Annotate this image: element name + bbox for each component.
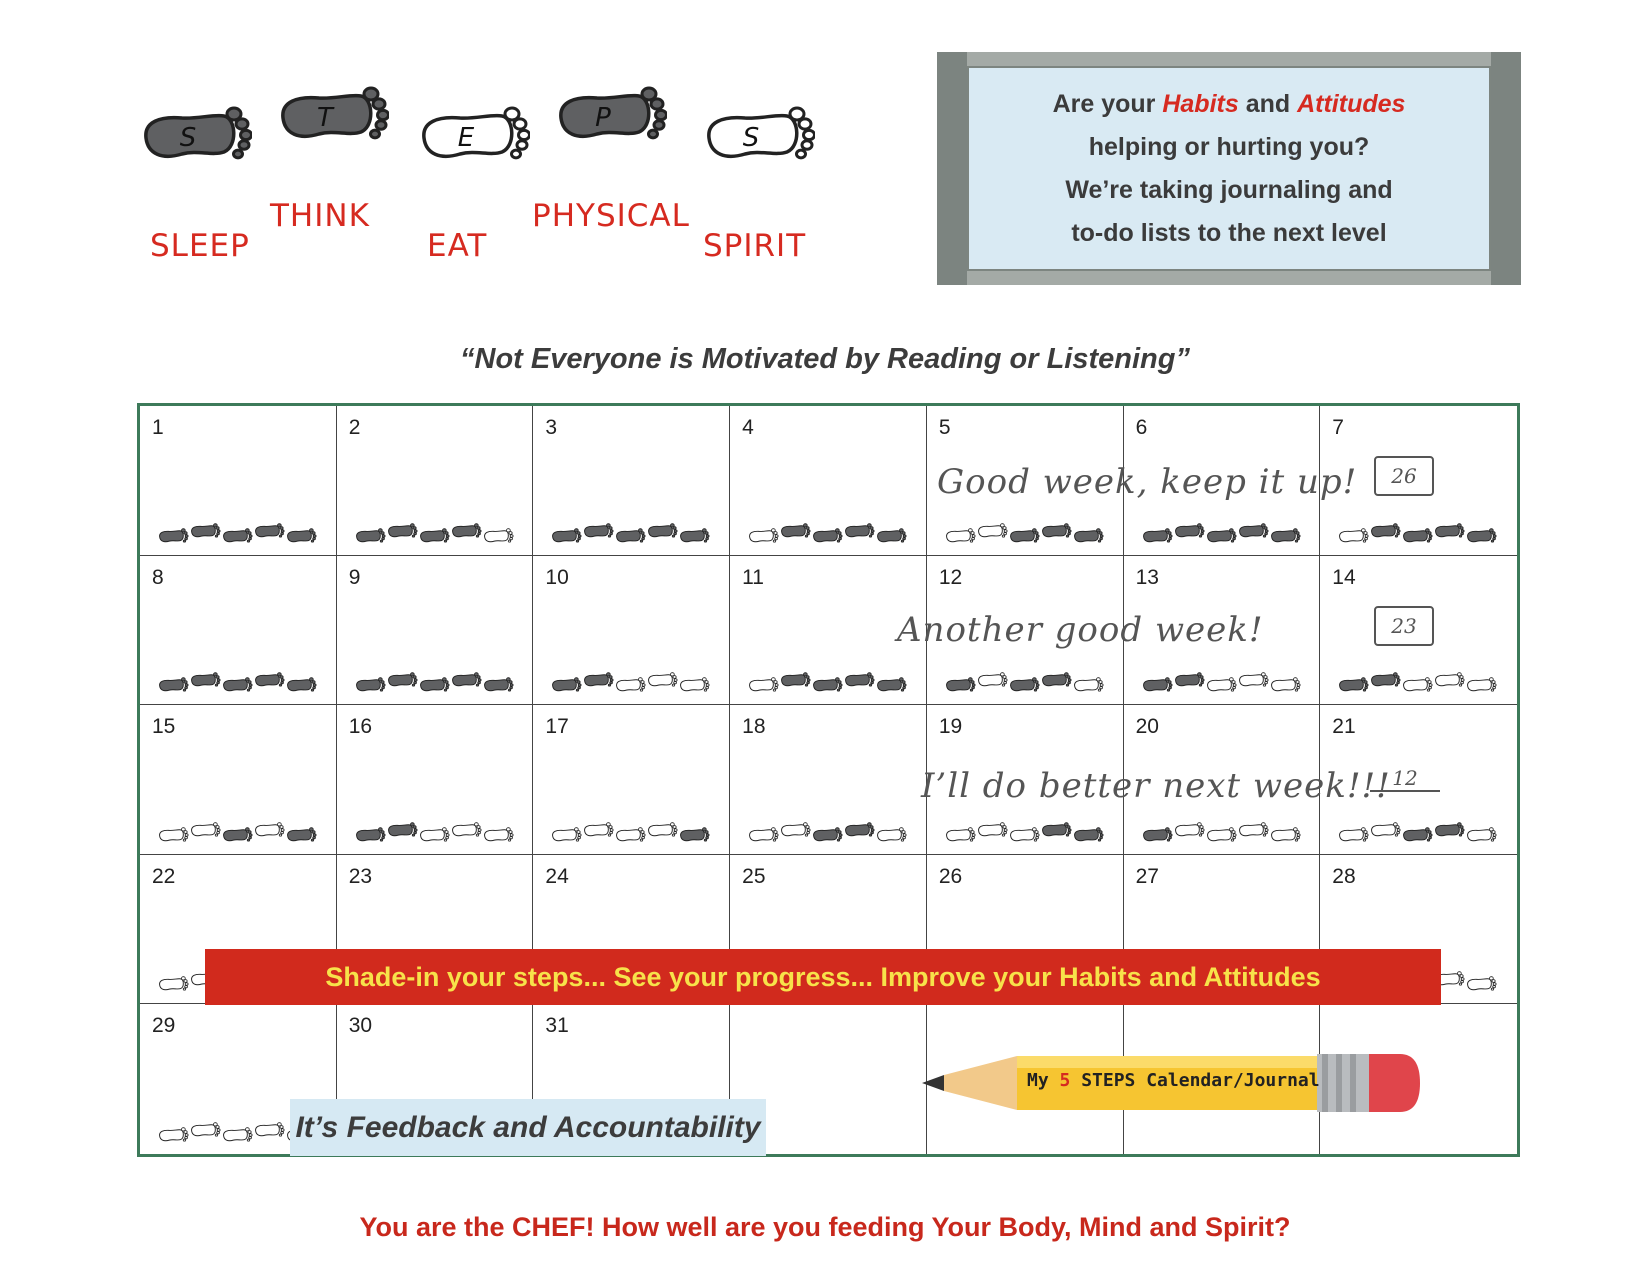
day-number: 27 bbox=[1135, 864, 1159, 888]
svg-text:E: E bbox=[457, 123, 475, 153]
day-number: 29 bbox=[152, 1014, 176, 1038]
step-feet-icon[interactable] bbox=[945, 521, 1110, 545]
weekly-score-1: 26 bbox=[1374, 456, 1434, 496]
step-feet-icon[interactable] bbox=[158, 820, 323, 844]
day-number: 1 bbox=[152, 416, 164, 439]
day-number: 13 bbox=[1135, 565, 1159, 589]
svg-text:S: S bbox=[742, 123, 760, 153]
info-frame bbox=[937, 52, 1521, 285]
note-week-1: Good week, keep it up! bbox=[937, 462, 1358, 502]
step-feet-icon[interactable] bbox=[355, 820, 520, 844]
progress-banner: Shade-in your steps... See your progress... Improve your Habits and Attitudes bbox=[205, 949, 1441, 1005]
eat-foot-icon bbox=[418, 98, 530, 170]
info-line-3: We’re taking journaling and bbox=[1065, 175, 1393, 204]
step-feet-icon[interactable] bbox=[1142, 521, 1307, 545]
day-number: 23 bbox=[348, 864, 373, 888]
step-word-physical: PHYSICAL bbox=[532, 198, 690, 234]
calendar-cell[interactable] bbox=[337, 705, 534, 855]
calendar-cell[interactable] bbox=[140, 705, 337, 855]
step-word-sleep: SLEEP bbox=[150, 228, 250, 264]
step-feet-icon[interactable] bbox=[355, 521, 520, 545]
svg-text:S: S bbox=[179, 123, 197, 153]
step-feet-icon[interactable] bbox=[551, 521, 716, 545]
quote-heading: “Not Everyone is Motivated by Reading or Listening” bbox=[460, 343, 1190, 375]
info-line-2: helping or hurting you? bbox=[1088, 132, 1370, 161]
calendar-cell[interactable] bbox=[533, 556, 730, 706]
day-number: 16 bbox=[348, 715, 373, 739]
info-line-1: Are your Habits and Attitudes bbox=[1052, 89, 1406, 118]
day-number: 11 bbox=[742, 565, 764, 589]
step-feet-icon[interactable] bbox=[1142, 820, 1307, 844]
day-number: 25 bbox=[742, 864, 766, 888]
calendar-cell[interactable] bbox=[533, 406, 730, 556]
weekly-score-2: 23 bbox=[1374, 606, 1434, 646]
day-number: 20 bbox=[1135, 715, 1159, 739]
step-feet-icon[interactable] bbox=[1338, 670, 1503, 694]
day-number: 2 bbox=[348, 416, 361, 439]
calendar-cell[interactable] bbox=[140, 406, 337, 556]
spirit-foot-icon bbox=[703, 98, 815, 170]
day-number: 24 bbox=[545, 864, 569, 888]
calendar-cell[interactable] bbox=[337, 406, 534, 556]
calendar-cell[interactable] bbox=[730, 705, 927, 855]
day-number: 10 bbox=[545, 565, 569, 589]
day-number: 18 bbox=[742, 715, 766, 739]
step-feet-icon[interactable] bbox=[748, 670, 913, 694]
svg-text:P: P bbox=[595, 103, 611, 133]
day-number: 3 bbox=[545, 416, 558, 439]
day-number: 17 bbox=[545, 715, 569, 739]
step-feet-icon[interactable] bbox=[945, 670, 1110, 694]
calendar-cell[interactable] bbox=[730, 406, 927, 556]
step-feet-icon[interactable] bbox=[355, 670, 520, 694]
day-number: 30 bbox=[348, 1014, 373, 1038]
calendar-cell[interactable] bbox=[337, 556, 534, 706]
step-feet-icon[interactable] bbox=[1338, 521, 1503, 545]
note-week-3: I’ll do better next week!!! bbox=[921, 766, 1391, 806]
day-number: 5 bbox=[938, 416, 951, 439]
feedback-label: It’s Feedback and Accountability bbox=[290, 1099, 766, 1156]
step-word-eat: EAT bbox=[427, 228, 488, 264]
step-feet-icon[interactable] bbox=[748, 521, 913, 545]
calendar-cell[interactable] bbox=[140, 556, 337, 706]
day-number: 19 bbox=[938, 715, 963, 739]
step-feet-icon[interactable] bbox=[1338, 820, 1503, 844]
day-number: 8 bbox=[152, 565, 164, 589]
step-feet-icon[interactable] bbox=[551, 670, 716, 694]
day-number: 26 bbox=[938, 864, 963, 888]
day-number: 7 bbox=[1332, 416, 1344, 439]
sleep-foot-icon bbox=[140, 98, 252, 170]
calendar-cell[interactable] bbox=[533, 705, 730, 855]
day-number: 14 bbox=[1332, 565, 1356, 589]
day-number: 4 bbox=[742, 416, 754, 439]
day-number: 21 bbox=[1332, 715, 1356, 739]
day-number: 22 bbox=[152, 864, 176, 888]
pencil-label: My 5 STEPS Calendar/Journal bbox=[1027, 1070, 1320, 1091]
note-week-2: Another good week! bbox=[897, 610, 1264, 650]
step-word-think: THINK bbox=[270, 198, 370, 234]
svg-text:T: T bbox=[317, 103, 333, 133]
step-feet-icon[interactable] bbox=[158, 521, 323, 545]
think-foot-icon bbox=[277, 78, 389, 150]
step-feet-icon[interactable] bbox=[945, 820, 1110, 844]
day-number: 31 bbox=[545, 1014, 569, 1038]
step-feet-icon[interactable] bbox=[158, 670, 323, 694]
day-number: 15 bbox=[152, 715, 176, 739]
day-number: 12 bbox=[938, 565, 963, 589]
day-number: 28 bbox=[1332, 864, 1356, 888]
day-number: 6 bbox=[1135, 416, 1148, 439]
step-feet-icon[interactable] bbox=[748, 820, 913, 844]
physical-foot-icon bbox=[555, 78, 667, 150]
info-text bbox=[967, 66, 1491, 271]
info-line-4: to-do lists to the next level bbox=[1071, 218, 1387, 247]
step-word-spirit: SPIRIT bbox=[703, 228, 807, 264]
step-feet-icon[interactable] bbox=[551, 820, 716, 844]
step-feet-icon[interactable] bbox=[1142, 670, 1307, 694]
footer-question: You are the CHEF! How well are you feeding Your Body, Mind and Spirit? bbox=[359, 1212, 1291, 1242]
day-number: 9 bbox=[348, 565, 361, 589]
weekly-score-3: 12 bbox=[1370, 766, 1440, 792]
